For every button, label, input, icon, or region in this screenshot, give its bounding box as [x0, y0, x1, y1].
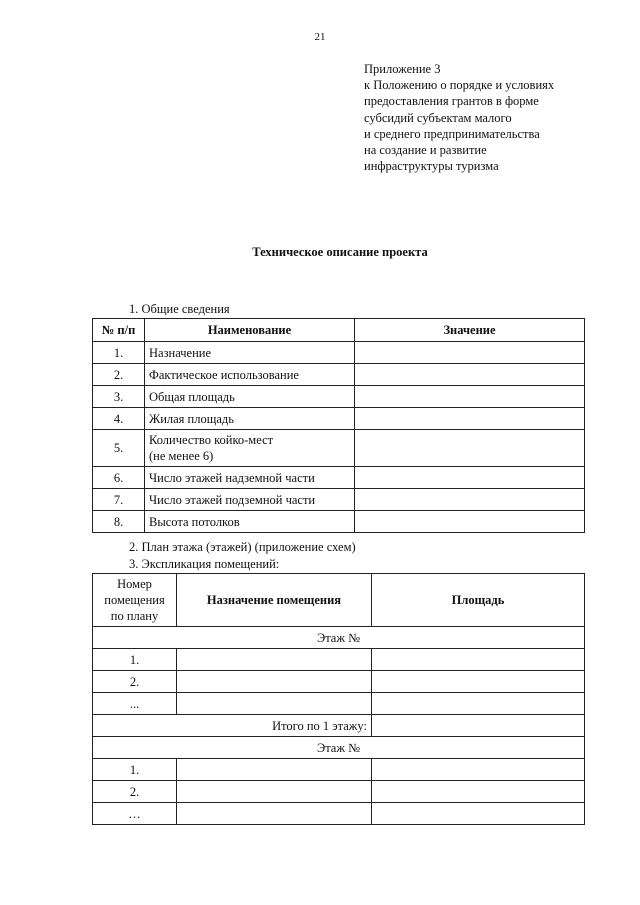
table-row	[93, 430, 585, 467]
row-value	[355, 364, 585, 386]
room-purpose	[177, 781, 372, 803]
row-value	[355, 408, 585, 430]
room-number: 2.	[93, 671, 177, 693]
row-number: 7.	[93, 489, 145, 511]
row-value	[355, 511, 585, 533]
appendix-line: на создание и развитие	[364, 143, 487, 158]
row-name: Жилая площадь	[145, 408, 355, 430]
page-number: 21	[314, 31, 326, 43]
row-value	[355, 467, 585, 489]
header-line: помещения	[104, 593, 165, 607]
appendix-line: субсидий субъектам малого	[364, 110, 512, 125]
room-purpose	[177, 693, 372, 715]
row-number: 2.	[93, 364, 145, 386]
appendix-reference	[364, 61, 614, 174]
table-row	[93, 342, 585, 364]
floor-label: Этаж №	[93, 737, 585, 759]
room-number: ...	[93, 693, 177, 715]
table-row	[93, 803, 585, 825]
subtotal-row	[93, 715, 585, 737]
table-row	[93, 489, 585, 511]
table-row	[93, 759, 585, 781]
floor-row	[93, 627, 585, 649]
row-name-line: Количество койко-мест	[149, 433, 274, 447]
room-area	[372, 649, 585, 671]
header-room-number	[93, 574, 177, 627]
floor-row	[93, 737, 585, 759]
room-purpose	[177, 759, 372, 781]
header-line: Номер	[117, 577, 152, 591]
section-2-heading: 2. План этажа (этажей) (приложение схем)	[129, 540, 356, 554]
table-row	[93, 408, 585, 430]
appendix-line: инфраструктуры туризма	[364, 159, 499, 174]
room-area	[372, 693, 585, 715]
floor-label: Этаж №	[93, 627, 585, 649]
section-1-heading: 1. Общие сведения	[129, 302, 230, 316]
room-area	[372, 781, 585, 803]
room-area	[372, 803, 585, 825]
table-row	[93, 364, 585, 386]
room-purpose	[177, 671, 372, 693]
appendix-line: к Положению о порядке и условиях	[364, 78, 555, 93]
room-number: …	[93, 803, 177, 825]
row-number: 3.	[93, 386, 145, 408]
row-number: 8.	[93, 511, 145, 533]
row-number: 4.	[93, 408, 145, 430]
room-number: 2.	[93, 781, 177, 803]
header-line: по плану	[110, 609, 159, 623]
subtotal-label: Итого по 1 этажу:	[93, 715, 372, 737]
table-row	[93, 693, 585, 715]
document-title: Техническое описание проекта	[252, 245, 428, 259]
appendix-line: предоставления грантов в форме	[364, 94, 539, 109]
row-number: 5.	[93, 430, 145, 467]
row-value	[355, 430, 585, 467]
table-row	[93, 781, 585, 803]
row-name: Число этажей надземной части	[145, 467, 355, 489]
subtotal-value	[372, 715, 585, 737]
row-name: Высота потолков	[145, 511, 355, 533]
row-number: 6.	[93, 467, 145, 489]
row-name	[145, 430, 355, 467]
row-value	[355, 386, 585, 408]
room-area	[372, 671, 585, 693]
general-info-table	[92, 318, 585, 533]
room-number: 1.	[93, 649, 177, 671]
header-room-purpose: Назначение помещения	[177, 574, 372, 627]
row-name: Назначение	[145, 342, 355, 364]
room-purpose	[177, 649, 372, 671]
header-name: Наименование	[145, 319, 355, 342]
table-row	[93, 467, 585, 489]
header-value: Значение	[355, 319, 585, 342]
row-name: Число этажей подземной части	[145, 489, 355, 511]
table-row	[93, 511, 585, 533]
table-row	[93, 671, 585, 693]
table-row	[93, 386, 585, 408]
row-number: 1.	[93, 342, 145, 364]
table-header-row	[93, 319, 585, 342]
header-number: № п/п	[93, 319, 145, 342]
row-name: Фактическое использование	[145, 364, 355, 386]
header-area: Площадь	[372, 574, 585, 627]
room-number: 1.	[93, 759, 177, 781]
row-value	[355, 342, 585, 364]
row-name: Общая площадь	[145, 386, 355, 408]
room-area	[372, 759, 585, 781]
row-value	[355, 489, 585, 511]
row-name-line: (не менее 6)	[149, 449, 214, 463]
room-explication-table	[92, 573, 585, 825]
table-row	[93, 649, 585, 671]
room-purpose	[177, 803, 372, 825]
table-header-row	[93, 574, 585, 627]
appendix-line: Приложение 3	[364, 62, 441, 76]
appendix-line: и среднего предпринимательства	[364, 126, 540, 141]
section-3-heading: 3. Экспликация помещений:	[129, 557, 280, 571]
